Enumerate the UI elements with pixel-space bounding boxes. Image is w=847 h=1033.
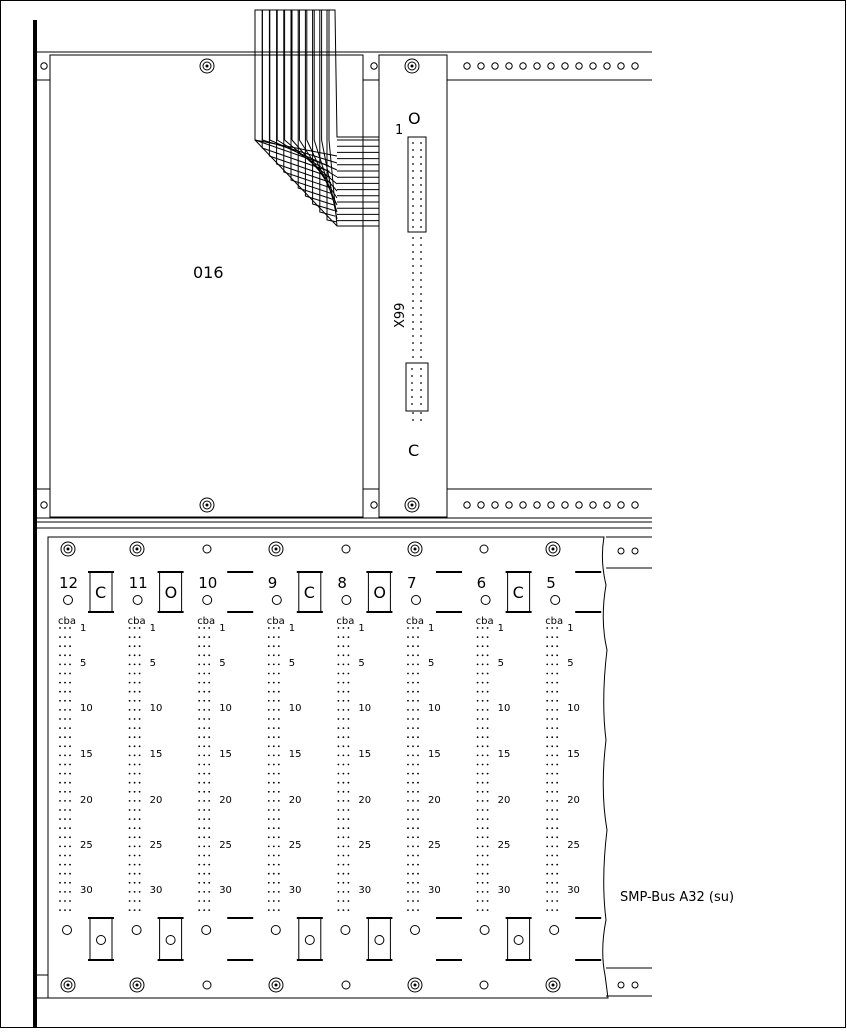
latch-label: C — [512, 583, 524, 602]
screw-icon — [405, 59, 419, 73]
column-letters: cba — [336, 616, 355, 627]
rail-hole — [590, 63, 596, 69]
slot-number: 8 — [337, 574, 347, 592]
latch-label: C — [95, 583, 107, 602]
row-label: 15 — [219, 749, 232, 760]
screw-icon — [130, 542, 144, 556]
row-label: 10 — [80, 703, 93, 714]
x99-top-header — [408, 137, 426, 232]
latch-label: O — [164, 583, 178, 602]
screw-icon — [269, 978, 283, 992]
rail-hole — [520, 63, 526, 69]
rail-hole — [576, 63, 582, 69]
slot-number: 9 — [267, 574, 278, 592]
row-label: 20 — [288, 795, 302, 806]
rail-hole — [534, 63, 540, 69]
row-label: 5 — [80, 658, 87, 669]
row-label: 30 — [428, 885, 441, 896]
row-label: 10 — [149, 703, 163, 714]
lower-led: C — [408, 441, 420, 460]
row-label: 25 — [219, 840, 232, 851]
row-label: 30 — [567, 885, 580, 896]
row-label: 1 — [358, 623, 365, 634]
slot-number: 5 — [546, 574, 556, 592]
rail-hole — [548, 502, 554, 508]
bus-label: SMP-Bus A32 (su) — [620, 890, 735, 905]
row-label: 30 — [497, 885, 511, 896]
row-label: 10 — [428, 703, 441, 714]
row-label: 15 — [497, 749, 511, 760]
left-rail — [33, 20, 37, 1028]
row-label: 5 — [428, 658, 435, 669]
divider-rail — [37, 522, 652, 528]
row-label: 10 — [219, 703, 232, 714]
row-label: 10 — [497, 703, 511, 714]
latch-label: C — [303, 583, 315, 602]
row-label: 30 — [149, 885, 163, 896]
row-label: 15 — [358, 749, 372, 760]
rail-hole — [371, 502, 377, 508]
row-label: 10 — [567, 703, 580, 714]
row-label: 20 — [219, 795, 232, 806]
rail-hole — [478, 63, 484, 69]
x99-bottom-header — [406, 363, 428, 411]
board-016 — [50, 55, 363, 517]
column-letters: cba — [266, 616, 285, 627]
column-letters: cba — [545, 616, 564, 627]
row-label: 25 — [567, 840, 580, 851]
column-letters: cba — [406, 616, 424, 627]
row-label: 5 — [567, 658, 574, 669]
row-label: 1 — [567, 623, 574, 634]
row-label: 15 — [80, 749, 93, 760]
latch-bottom — [508, 918, 530, 960]
row-label: 5 — [358, 658, 365, 669]
row-label: 30 — [358, 885, 372, 896]
row-label: 1 — [428, 623, 435, 634]
rail-hole — [618, 63, 624, 69]
slot-number: 7 — [407, 574, 417, 592]
column-letters: cba — [127, 616, 146, 627]
screw-icon — [408, 978, 422, 992]
rail-hole — [464, 63, 470, 69]
row-label: 25 — [358, 840, 372, 851]
row-label: 20 — [358, 795, 372, 806]
row-label: 15 — [428, 749, 441, 760]
rail-hole — [41, 63, 47, 69]
row-label: 25 — [497, 840, 511, 851]
screw-icon — [408, 542, 422, 556]
rail-hole — [576, 502, 582, 508]
slot-number: 11 — [128, 574, 148, 592]
upper-led: O — [408, 109, 421, 128]
rail-hole — [534, 502, 540, 508]
row-label: 25 — [288, 840, 302, 851]
row-label: 15 — [288, 749, 302, 760]
screw-icon — [546, 978, 560, 992]
row-label: 5 — [288, 658, 296, 669]
row-label: 20 — [80, 795, 93, 806]
rail-hole — [41, 502, 47, 508]
ribbon-pin-label: 1 — [395, 123, 404, 138]
screw-icon — [405, 498, 419, 512]
latch-bottom — [299, 918, 321, 960]
row-label: 20 — [567, 795, 580, 806]
rail-hole — [604, 502, 610, 508]
row-label: 15 — [567, 749, 580, 760]
row-label: 30 — [288, 885, 302, 896]
rail-hole — [562, 502, 568, 508]
rail-hole — [506, 63, 512, 69]
screw-icon — [200, 498, 214, 512]
rail-hole — [604, 63, 610, 69]
column-letters: cba — [475, 616, 494, 627]
rail-hole — [506, 502, 512, 508]
row-label: 30 — [80, 885, 93, 896]
rail-hole — [492, 502, 498, 508]
row-label: 1 — [149, 623, 156, 634]
screw-icon — [269, 542, 283, 556]
screw-icon — [546, 542, 560, 556]
row-label: 5 — [149, 658, 156, 669]
screw-icon — [61, 978, 75, 992]
row-label: 1 — [80, 623, 87, 634]
row-label: 30 — [219, 885, 232, 896]
column-letters: cba — [197, 616, 216, 627]
column-letters: cba — [58, 616, 76, 627]
row-label: 25 — [149, 840, 163, 851]
row-label: 25 — [80, 840, 93, 851]
rail-hole — [492, 63, 498, 69]
latch-bottom — [160, 918, 182, 960]
rail-hole — [632, 502, 638, 508]
board-label: 016 — [193, 263, 224, 282]
rail-hole — [520, 502, 526, 508]
row-label: 20 — [149, 795, 163, 806]
rail-hole — [590, 502, 596, 508]
rail-hole — [632, 63, 638, 69]
row-label: 20 — [428, 795, 441, 806]
row-label: 1 — [497, 623, 504, 634]
rail-hole — [562, 63, 568, 69]
rail-hole — [371, 63, 377, 69]
slot-number: 10 — [198, 574, 218, 592]
connector-label: X99 — [393, 302, 408, 328]
row-label: 1 — [219, 623, 226, 634]
right-rail-stub — [606, 537, 652, 996]
slot-number: 6 — [476, 574, 487, 592]
rail-hole — [478, 502, 484, 508]
row-label: 20 — [497, 795, 511, 806]
latch-label: O — [373, 583, 386, 602]
latch-bottom — [368, 918, 390, 960]
row-label: 5 — [219, 658, 226, 669]
row-label: 10 — [288, 703, 302, 714]
rail-hole — [464, 502, 470, 508]
row-label: 1 — [288, 623, 296, 634]
screw-icon — [61, 542, 75, 556]
row-label: 10 — [358, 703, 372, 714]
rail-hole — [618, 502, 624, 508]
latch-bottom — [90, 918, 112, 960]
row-label: 15 — [149, 749, 163, 760]
slot-number: 12 — [59, 574, 79, 592]
screw-icon — [130, 978, 144, 992]
row-label: 5 — [497, 658, 504, 669]
screw-icon — [200, 59, 214, 73]
row-label: 25 — [428, 840, 441, 851]
rail-hole — [548, 63, 554, 69]
